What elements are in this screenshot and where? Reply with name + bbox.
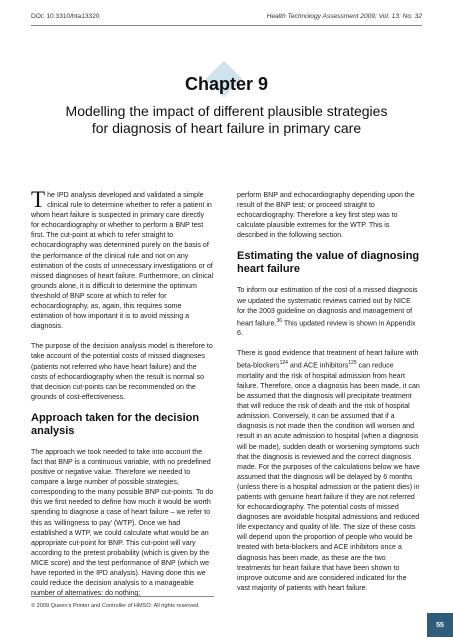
journal-citation: Health Technology Assessment 2009; Vol. 13: No. 32	[266, 13, 422, 20]
citation-ref: 125	[348, 360, 357, 367]
left-column	[31, 187, 214, 608]
purpose-paragraph: The purpose of the decision analysis model is therefore to take account of the potential costs of missed diagnoses (patients not referred who have heart failure) and the costs of echocardiography when the result is normal so that decision cut-points can be recommended on the grounds of cost-effectiveness.	[31, 342, 213, 401]
evidence-paragraph: There is good evidence that treatment of heart failure with beta-blockers$^{124}$ and ACE inhibitors$^{125}$ can reduce mortality and the risk of hospital admission from heart failure. Therefore, once a diagnosis has been made, it can be assumed that the diagnosis will precipitate treatment that will reduce the risk of death and the risk of hospital admission. Conversely, it can be assumed that if a diagnosis is not made then the condition will worsen and result in an acute admission to hospital (when a diagnosis will be made), sudden death or worsening symptoms such that the diagnosis is reviewed and the correct diagnosis made. For the purposes of the calculations below we have assumed that the diagnosis will be delayed by 6 months (unless there is a hospital admission or the patient dies) in patients with genuine heart failure if they are not referred for echocardiography. The potential costs of missed diagnoses are avoidable hospital admissions and reduced life expectancy and quality of life. The size of these costs will depend upon the proportion of people who would be treated with beta-blockers and ACE inhibitors once a diagnosis has been made, as these are the two treatments for heart failure that have been shown to improve outcome and are considered indicated for the vast majority of patients with heart failure.	[237, 349, 420, 592]
citation-ref: 36	[276, 317, 282, 324]
section-heading-estimating: Estimating the value of diagnosing heart failure	[237, 250, 420, 276]
chapter-title: Modelling the impact of different plausible strategies for diagnosis of heart failure in primary care	[65, 103, 388, 136]
chapter-label: Chapter 9	[184, 74, 269, 94]
approach-paragraph: The approach we took needed to take into account the fact that BNP is a continuous variable, with no predefined positive or negative value. Therefore we needed to compare a large number of possible strategies, corresponding to the many possible BNP cut-points. To do this we first needed to define how much it would be worth spending to diagnose a case of heart failure – we refer to this as ‘willingness to pay’ (WTP). Once we had established a WTP, we could calculate what would be an appropriate cut-point for BNP. This cut-point will vary according to the pretest probability (which is given by the MICE score) and the test performance of BNP (which we have reported in the IPD analysis). Having done this we could reduce the decision analysis to a manageable number of alternatives: do nothing;	[31, 447, 214, 598]
continued-paragraph: perform BNP and echocardiography depending upon the result of the BNP test; or proceed straight to echocardiography. Therefore a key first step was to calculate plausible extremes for the WTP. This is described in the following section.	[237, 191, 415, 240]
page-number-badge: 55	[427, 613, 453, 637]
intro-text: he IPD analysis developed and validated a simple clinical rule to determine whether to refer a patient in whom heart failure is suspected in primary care directly for echocardiography or whether to perform a BNP test first. The cut-point at which to refer straight to echocardiography was determined purely on the basis of the performance of the clinical rule and not on any estimation of the costs of unnecessary investigations or of missed diagnoses of heart failure. Furthermore, on clinical grounds alone, it is difficult to determine the optimum threshold of BNP score at which to refer for echocardiography, as, again, this requires some estimation of how important it is to avoid missing a diagnosis.	[31, 191, 214, 331]
intro-paragraph	[31, 187, 214, 331]
copyright-notice: © 2009 Queen’s Printer and Controller of HMSO. All rights reserved.	[31, 603, 200, 609]
right-column	[237, 190, 420, 603]
citation-ref: 124	[279, 360, 288, 367]
section-heading-approach: Approach taken for the decision analysis	[31, 411, 200, 437]
header-divider	[31, 25, 422, 26]
footer-divider	[31, 596, 214, 597]
drop-cap: T	[31, 187, 46, 212]
doi-text: DOI: 10.3310/hta13320	[31, 13, 100, 20]
estimating-paragraph: To inform our estimation of the cost of a missed diagnosis we updated the systematic reviews carried out by NICE for the 2003 guideline on diagnosis and management of heart failure.$^{36}$ This updated review is shown in Appendix 6.	[237, 286, 418, 338]
running-header	[31, 13, 422, 25]
